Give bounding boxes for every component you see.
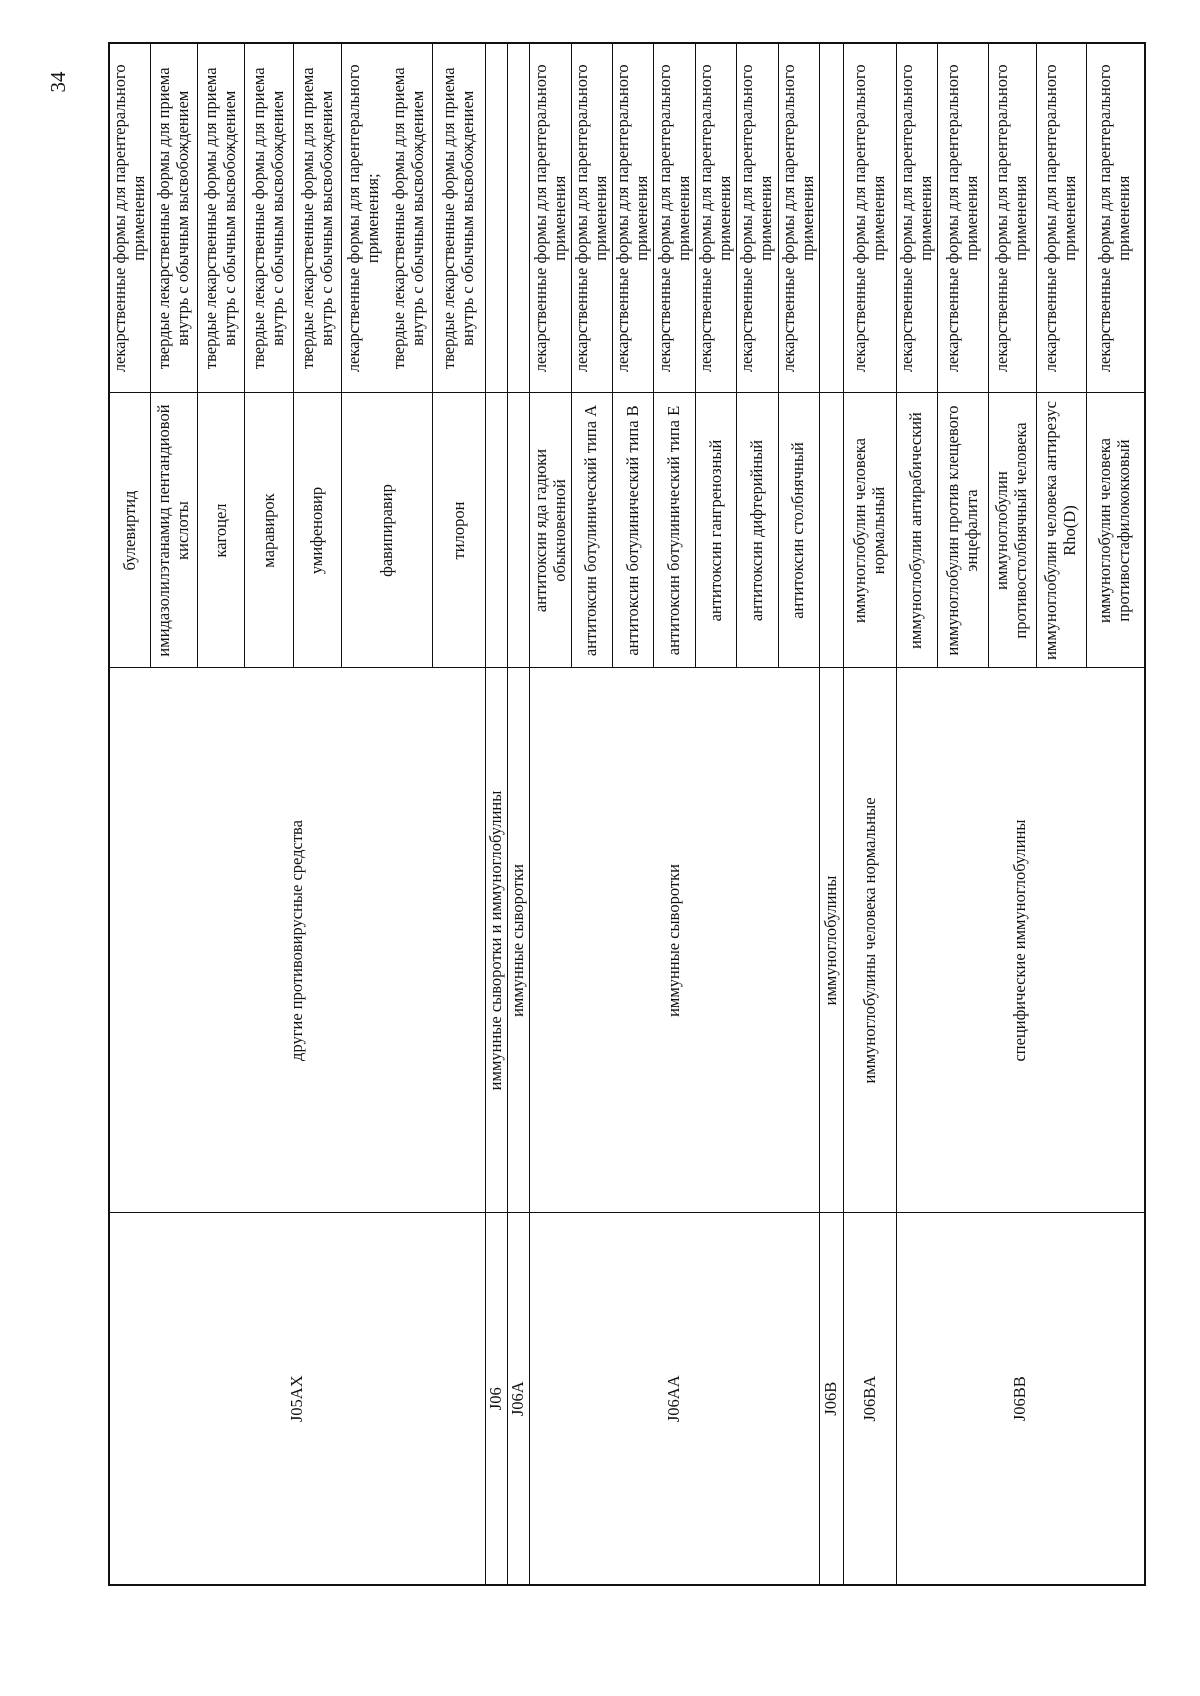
group-name-cell: иммунные сыворотки — [530, 668, 820, 1213]
dosage-form-cell: лекарственные формы для парентерального применения — [844, 43, 897, 393]
dosage-form-cell: лекарственные формы для парентерального применения — [109, 43, 151, 393]
table-row — [530, 43, 571, 1585]
table-row — [485, 43, 507, 1585]
dosage-form-cell: твердые лекарственные формы для приема внутрь с обычным высвобождением — [386, 43, 432, 393]
atc-code-cell: J06BB — [896, 1213, 1145, 1585]
dosage-form-cell: лекарственные формы для парентерального применения — [695, 43, 736, 393]
dosage-form-cell: лекарственные формы для парентерального применения; — [342, 43, 386, 393]
drug-name-cell: умифеновир — [293, 393, 342, 668]
drug-name-cell: иммуноглобулин антирабический — [896, 393, 937, 668]
atc-code-cell: J06BA — [844, 1213, 897, 1585]
drug-name-cell: иммуноглобулин против клещевого энцефалита — [938, 393, 989, 668]
table-row — [819, 43, 843, 1585]
drug-name-cell: иммуноглобулин человека противостафилококковый — [1086, 393, 1145, 668]
table-row — [508, 43, 530, 1585]
drug-name-cell: маравирок — [245, 393, 294, 668]
dosage-form-cell: твердые лекарственные формы для приема внутрь с обычным высвобождением — [197, 43, 245, 393]
dosage-form-cell: лекарственные формы для парентерального применения — [1037, 43, 1087, 393]
dosage-form-cell: твердые лекарственные формы для приема внутрь с обычным высвобождением — [151, 43, 197, 393]
group-name-cell: специфические иммуноглобулины — [896, 668, 1145, 1213]
drug-name-cell: антитоксин ботулинический типа A — [571, 393, 612, 668]
dosage-form-cell: лекарственные формы для парентерального применения — [530, 43, 571, 393]
dosage-form-cell: лекарственные формы для парентерального применения — [571, 43, 612, 393]
dosage-form-cell: лекарственные формы для парентерального применения — [654, 43, 695, 393]
drug-name-cell: антитоксин гангренозный — [695, 393, 736, 668]
group-name-cell: иммуноглобулины — [819, 668, 843, 1213]
table-row — [896, 43, 937, 1585]
atc-code-cell: J06A — [508, 1213, 530, 1585]
atc-code-cell: J06AA — [530, 1213, 820, 1585]
table-row — [109, 43, 151, 1585]
dosage-form-cell: лекарственные формы для парентерального применения — [896, 43, 937, 393]
group-name-cell: другие противовирусные средства — [109, 668, 485, 1213]
empty-cell — [485, 393, 507, 668]
drug-name-cell: иммуноглобулин противостолбнячный человека — [988, 393, 1037, 668]
empty-cell — [819, 43, 843, 393]
group-name-cell: иммунные сыворотки и иммуноглобулины — [485, 668, 507, 1213]
dosage-form-cell: лекарственные формы для парентерального применения — [778, 43, 819, 393]
dosage-form-cell: лекарственные формы для парентерального применения — [988, 43, 1037, 393]
atc-code-cell: J05AX — [109, 1213, 485, 1585]
dosage-form-cell: твердые лекарственные формы для приема внутрь с обычным высвобождением — [245, 43, 294, 393]
atc-code-cell: J06B — [819, 1213, 843, 1585]
drug-name-cell: имидазолилэтанамид пентандиовой кислоты — [151, 393, 197, 668]
drug-name-cell: тилорон — [433, 393, 486, 668]
rotated-table-region — [108, 44, 1146, 1586]
dosage-form-cell: лекарственные формы для парентерального применения — [1086, 43, 1145, 393]
drug-name-cell: кагоцел — [197, 393, 245, 668]
group-name-cell: иммунные сыворотки — [508, 668, 530, 1213]
empty-cell — [508, 393, 530, 668]
drug-name-cell: антитоксин столбнячный — [778, 393, 819, 668]
dosage-form-cell: лекарственные формы для парентерального применения — [737, 43, 778, 393]
table-container — [108, 44, 1146, 1586]
drug-name-cell: антитоксин яда гадюки обыкновенной — [530, 393, 571, 668]
dosage-form-cell: лекарственные формы для парентерального применения — [938, 43, 989, 393]
table-row — [844, 43, 897, 1585]
drug-name-cell: антитоксин дифтерийный — [737, 393, 778, 668]
page-number: 34 — [45, 71, 70, 93]
drug-name-cell: иммуноглобулин человека антирезус Rho(D) — [1037, 393, 1087, 668]
dosage-form-cell: лекарственные формы для парентерального применения — [613, 43, 654, 393]
drug-table — [108, 42, 1146, 1586]
drug-name-cell: булевиртид — [109, 393, 151, 668]
empty-cell — [819, 393, 843, 668]
empty-cell — [485, 43, 507, 393]
atc-code-cell: J06 — [485, 1213, 507, 1585]
empty-cell — [508, 43, 530, 393]
drug-name-cell: фавипиравир — [342, 393, 433, 668]
drug-name-cell: иммуноглобулин человека нормальный — [844, 393, 897, 668]
group-name-cell: иммуноглобулины человека нормальные — [844, 668, 897, 1213]
drug-name-cell: антитоксин ботулинический типа E — [654, 393, 695, 668]
dosage-form-cell: твердые лекарственные формы для приема внутрь с обычным высвобождением — [293, 43, 342, 393]
drug-name-cell: антитоксин ботулинический типа B — [613, 393, 654, 668]
dosage-form-cell: твердые лекарственные формы для приема внутрь с обычным высвобождением — [433, 43, 486, 393]
